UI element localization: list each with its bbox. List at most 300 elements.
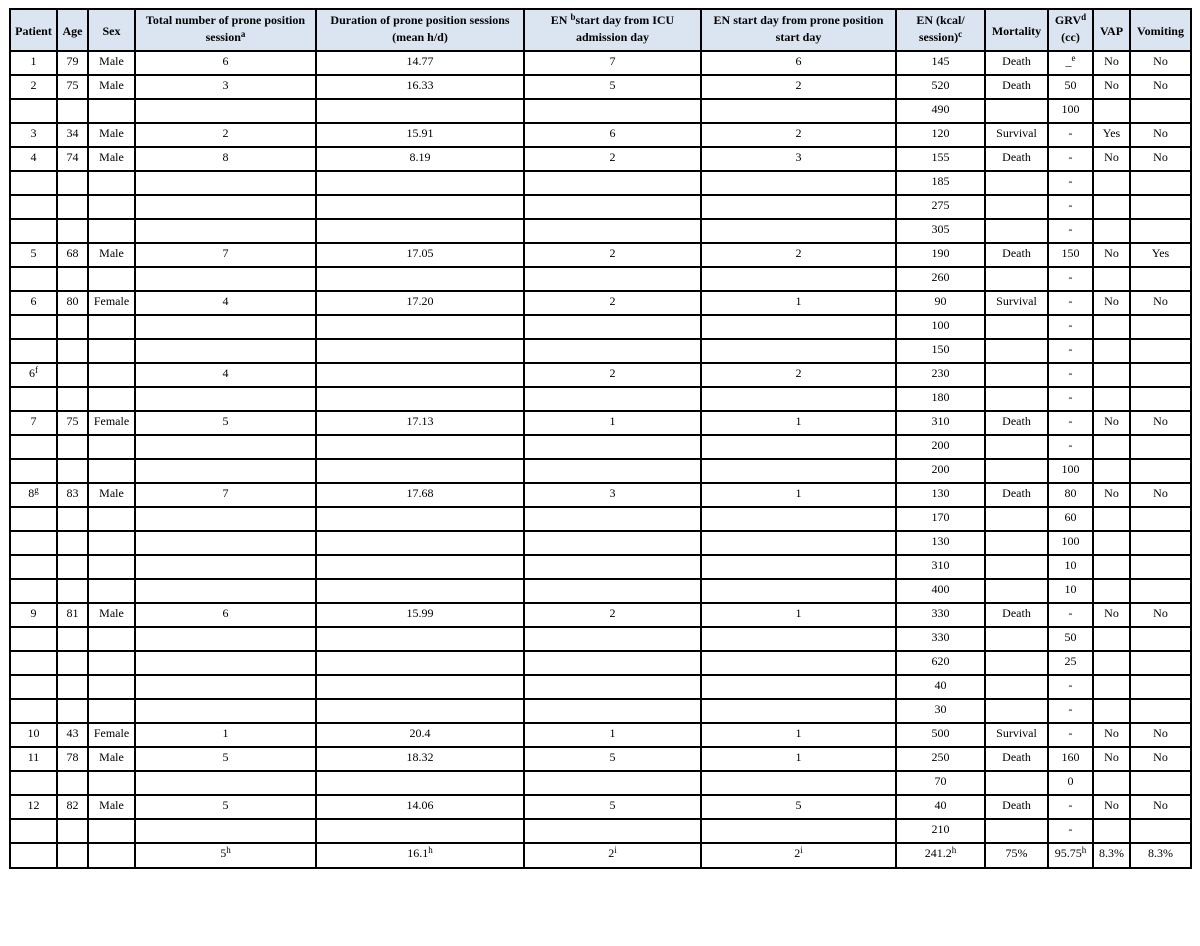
cell-vap — [1093, 579, 1130, 603]
cell-en-start-prone: 5 — [701, 795, 896, 819]
cell-en-start-prone — [701, 675, 896, 699]
cell-total-sessions: 5 — [135, 795, 316, 819]
cell-grv: 60 — [1048, 507, 1093, 531]
cell-grv: 10 — [1048, 555, 1093, 579]
footnote-mark: f — [35, 365, 38, 375]
cell-en-start-prone — [701, 579, 896, 603]
table-row — [10, 675, 1191, 699]
cell-patient: 6$^f$ — [10, 363, 57, 387]
cell-vap: No — [1093, 291, 1130, 315]
cell-en-kcal: 120 — [896, 123, 985, 147]
footnote-mark: i — [800, 845, 803, 855]
table-row — [10, 723, 1191, 747]
cell-en-start-icu — [524, 555, 701, 579]
cell-en-kcal: 275 — [896, 195, 985, 219]
cell-mortality — [985, 507, 1048, 531]
table-row — [10, 99, 1191, 123]
table-row — [10, 291, 1191, 315]
cell-mortality: Death — [985, 147, 1048, 171]
table-row — [10, 651, 1191, 675]
cell-mortality — [985, 267, 1048, 291]
cell-mortality: Death — [985, 411, 1048, 435]
cell-en-kcal: 40 — [896, 795, 985, 819]
footnote-mark: g — [34, 485, 39, 495]
cell-grv: 50 — [1048, 75, 1093, 99]
cell-sex — [88, 555, 135, 579]
table-row — [10, 627, 1191, 651]
cell-age — [57, 315, 88, 339]
table-row — [10, 387, 1191, 411]
cell-en-kcal: 150 — [896, 339, 985, 363]
cell-mortality — [985, 651, 1048, 675]
cell-en-start-icu — [524, 699, 701, 723]
cell-en-start-prone — [701, 171, 896, 195]
cell-duration — [316, 579, 524, 603]
cell-total-sessions: 7 — [135, 483, 316, 507]
cell-en-start-prone: 6 — [701, 51, 896, 75]
cell-sex: Male — [88, 603, 135, 627]
cell-vomiting: Yes — [1130, 243, 1191, 267]
cell-age: 74 — [57, 147, 88, 171]
cell-grv: - — [1048, 195, 1093, 219]
cell-en-start-icu — [524, 219, 701, 243]
cell-sex: Male — [88, 747, 135, 771]
cell-duration — [316, 339, 524, 363]
cell-vap: No — [1093, 51, 1130, 75]
cell-grv: 150 — [1048, 243, 1093, 267]
cell-en-start-icu: 2 — [524, 147, 701, 171]
cell-vomiting: No — [1130, 75, 1191, 99]
cell-vomiting — [1130, 555, 1191, 579]
header-sex: Sex — [88, 9, 135, 51]
footnote-mark: e — [1071, 53, 1076, 63]
cell-duration — [316, 555, 524, 579]
cell-vap — [1093, 507, 1130, 531]
cell-vomiting: No — [1130, 747, 1191, 771]
cell-vomiting — [1130, 675, 1191, 699]
cell-age — [57, 459, 88, 483]
cell-en-start-icu — [524, 531, 701, 555]
cell-total-sessions — [135, 627, 316, 651]
cell-en-start-prone: 1 — [701, 723, 896, 747]
cell-age — [57, 627, 88, 651]
cell-vomiting — [1130, 339, 1191, 363]
cell-total-sessions — [135, 555, 316, 579]
cell-en-kcal: 310 — [896, 411, 985, 435]
footnote-mark: h — [1081, 845, 1087, 855]
header-en-start-icu: EN $^b$start day from ICU admission day — [524, 9, 701, 51]
cell-grv: - — [1048, 603, 1093, 627]
cell-sex: Female — [88, 723, 135, 747]
cell-sex — [88, 819, 135, 843]
cell-mortality: Death — [985, 747, 1048, 771]
cell-mortality: Survival — [985, 291, 1048, 315]
cell-grv: - — [1048, 315, 1093, 339]
cell-mortality — [985, 771, 1048, 795]
cell-duration — [316, 363, 524, 387]
cell-patient — [10, 843, 57, 868]
cell-total-sessions: 6 — [135, 51, 316, 75]
cell-sex — [88, 99, 135, 123]
cell-patient — [10, 171, 57, 195]
cell-en-start-icu — [524, 195, 701, 219]
cell-total-sessions — [135, 195, 316, 219]
table-row — [10, 243, 1191, 267]
cell-vomiting — [1130, 531, 1191, 555]
cell-vomiting: No — [1130, 603, 1191, 627]
cell-sex — [88, 699, 135, 723]
cell-vomiting: No — [1130, 147, 1191, 171]
table-row — [10, 795, 1191, 819]
cell-patient — [10, 387, 57, 411]
cell-total-sessions — [135, 339, 316, 363]
cell-en-kcal: 100 — [896, 315, 985, 339]
cell-sex: Male — [88, 147, 135, 171]
cell-en-start-prone — [701, 699, 896, 723]
cell-age — [57, 675, 88, 699]
cell-grv: - — [1048, 267, 1093, 291]
cell-en-start-prone — [701, 819, 896, 843]
cell-vomiting — [1130, 507, 1191, 531]
cell-total-sessions — [135, 459, 316, 483]
cell-mortality — [985, 435, 1048, 459]
cell-total-sessions: 4 — [135, 291, 316, 315]
cell-en-kcal: 400 — [896, 579, 985, 603]
cell-vomiting — [1130, 219, 1191, 243]
cell-patient — [10, 195, 57, 219]
cell-grv: - — [1048, 723, 1093, 747]
cell-vomiting: 8.3% — [1130, 843, 1191, 868]
table-body — [10, 51, 1191, 868]
cell-duration — [316, 195, 524, 219]
cell-en-start-icu: 5 — [524, 795, 701, 819]
cell-mortality: Survival — [985, 123, 1048, 147]
cell-duration — [316, 99, 524, 123]
cell-en-start-prone — [701, 219, 896, 243]
cell-en-start-icu — [524, 339, 701, 363]
cell-en-start-icu: 7 — [524, 51, 701, 75]
cell-en-kcal: 230 — [896, 363, 985, 387]
header-en-kcal: EN (kcal/ session)$^c$ — [896, 9, 985, 51]
cell-duration: 20.4 — [316, 723, 524, 747]
cell-en-start-icu: 3 — [524, 483, 701, 507]
header-patient: Patient — [10, 9, 57, 51]
footnote-mark: h — [428, 845, 433, 855]
cell-vap — [1093, 555, 1130, 579]
header-vomiting: Vomiting — [1130, 9, 1191, 51]
cell-vomiting — [1130, 99, 1191, 123]
patient-data-table — [9, 8, 1192, 869]
cell-en-kcal: 260 — [896, 267, 985, 291]
cell-total-sessions — [135, 99, 316, 123]
cell-grv: - — [1048, 411, 1093, 435]
cell-patient — [10, 339, 57, 363]
cell-total-sessions: 5 — [135, 747, 316, 771]
cell-en-kcal: 490 — [896, 99, 985, 123]
cell-vomiting: No — [1130, 483, 1191, 507]
cell-age: 68 — [57, 243, 88, 267]
cell-en-start-prone — [701, 459, 896, 483]
cell-age — [57, 339, 88, 363]
cell-patient — [10, 819, 57, 843]
cell-en-start-prone — [701, 651, 896, 675]
cell-vap — [1093, 531, 1130, 555]
cell-total-sessions — [135, 387, 316, 411]
table-row — [10, 555, 1191, 579]
cell-en-start-prone — [701, 507, 896, 531]
cell-en-kcal: 155 — [896, 147, 985, 171]
footnote-mark: h — [951, 845, 957, 855]
cell-age: 82 — [57, 795, 88, 819]
cell-en-start-icu: 2 — [524, 603, 701, 627]
cell-en-kcal: 241.2$^h$ — [896, 843, 985, 868]
cell-en-kcal: 520 — [896, 75, 985, 99]
cell-total-sessions: 7 — [135, 243, 316, 267]
cell-en-start-prone: 2 — [701, 75, 896, 99]
cell-duration — [316, 267, 524, 291]
cell-age — [57, 651, 88, 675]
cell-duration — [316, 507, 524, 531]
cell-en-kcal: 310 — [896, 555, 985, 579]
cell-sex — [88, 219, 135, 243]
cell-patient — [10, 459, 57, 483]
cell-mortality — [985, 675, 1048, 699]
cell-sex: Male — [88, 483, 135, 507]
cell-en-kcal: 200 — [896, 435, 985, 459]
cell-vap: No — [1093, 75, 1130, 99]
table-row — [10, 699, 1191, 723]
cell-en-kcal: 330 — [896, 603, 985, 627]
cell-vap — [1093, 699, 1130, 723]
cell-total-sessions: 3 — [135, 75, 316, 99]
cell-vap: No — [1093, 483, 1130, 507]
cell-total-sessions — [135, 315, 316, 339]
cell-grv: - — [1048, 675, 1093, 699]
cell-sex: Female — [88, 411, 135, 435]
cell-duration — [316, 315, 524, 339]
cell-en-start-icu — [524, 99, 701, 123]
cell-age — [57, 363, 88, 387]
footnote-mark: b — [570, 12, 576, 22]
cell-patient: 3 — [10, 123, 57, 147]
cell-grv: 160 — [1048, 747, 1093, 771]
cell-age — [57, 555, 88, 579]
cell-duration — [316, 219, 524, 243]
cell-patient — [10, 699, 57, 723]
cell-age: 79 — [57, 51, 88, 75]
cell-duration — [316, 435, 524, 459]
table-row — [10, 267, 1191, 291]
table-row — [10, 51, 1191, 75]
cell-duration — [316, 699, 524, 723]
cell-total-sessions: 8 — [135, 147, 316, 171]
cell-en-start-prone — [701, 339, 896, 363]
cell-en-start-prone: 2 — [701, 123, 896, 147]
cell-mortality — [985, 459, 1048, 483]
cell-patient: 6 — [10, 291, 57, 315]
header-age: Age — [57, 9, 88, 51]
cell-sex — [88, 387, 135, 411]
cell-en-start-prone — [701, 627, 896, 651]
cell-en-start-icu — [524, 627, 701, 651]
cell-duration — [316, 531, 524, 555]
cell-en-start-icu — [524, 675, 701, 699]
cell-patient: 9 — [10, 603, 57, 627]
header-grv: GRV$^d$ (cc) — [1048, 9, 1093, 51]
cell-sex: Male — [88, 51, 135, 75]
table-row — [10, 219, 1191, 243]
cell-patient — [10, 219, 57, 243]
cell-duration: 14.06 — [316, 795, 524, 819]
cell-duration: 17.20 — [316, 291, 524, 315]
cell-vomiting — [1130, 459, 1191, 483]
cell-patient — [10, 579, 57, 603]
table-row — [10, 75, 1191, 99]
cell-duration: 15.91 — [316, 123, 524, 147]
table-row — [10, 531, 1191, 555]
cell-patient: 5 — [10, 243, 57, 267]
cell-age — [57, 435, 88, 459]
cell-en-start-icu — [524, 771, 701, 795]
cell-en-start-prone — [701, 531, 896, 555]
cell-grv: 100 — [1048, 459, 1093, 483]
cell-patient — [10, 99, 57, 123]
cell-mortality — [985, 219, 1048, 243]
cell-en-start-prone — [701, 267, 896, 291]
cell-en-start-icu: 2 — [524, 363, 701, 387]
footnote-mark: i — [614, 845, 617, 855]
table-row — [10, 147, 1191, 171]
cell-en-kcal: 145 — [896, 51, 985, 75]
cell-age — [57, 507, 88, 531]
cell-mortality — [985, 171, 1048, 195]
cell-age — [57, 99, 88, 123]
cell-patient — [10, 675, 57, 699]
cell-en-start-icu — [524, 579, 701, 603]
cell-duration: 14.77 — [316, 51, 524, 75]
header-duration: Duration of prone position sessions (mean h/d) — [316, 9, 524, 51]
cell-age: 43 — [57, 723, 88, 747]
cell-mortality: Death — [985, 603, 1048, 627]
cell-vap — [1093, 651, 1130, 675]
cell-grv: 0 — [1048, 771, 1093, 795]
cell-patient — [10, 627, 57, 651]
cell-patient — [10, 651, 57, 675]
cell-sex — [88, 771, 135, 795]
cell-vomiting — [1130, 267, 1191, 291]
cell-en-kcal: 130 — [896, 483, 985, 507]
cell-en-start-icu: 1 — [524, 723, 701, 747]
cell-age — [57, 267, 88, 291]
cell-mortality — [985, 555, 1048, 579]
cell-en-kcal: 210 — [896, 819, 985, 843]
cell-mortality — [985, 819, 1048, 843]
cell-en-start-prone: 1 — [701, 603, 896, 627]
cell-duration — [316, 387, 524, 411]
cell-age — [57, 699, 88, 723]
cell-sex — [88, 843, 135, 868]
cell-en-kcal: 500 — [896, 723, 985, 747]
cell-duration: 17.68 — [316, 483, 524, 507]
cell-duration — [316, 171, 524, 195]
cell-en-start-icu: 2 — [524, 291, 701, 315]
cell-total-sessions: 2 — [135, 123, 316, 147]
cell-patient: 2 — [10, 75, 57, 99]
cell-total-sessions: 6 — [135, 603, 316, 627]
cell-vap — [1093, 435, 1130, 459]
cell-patient: 7 — [10, 411, 57, 435]
cell-total-sessions: 5$^h$ — [135, 843, 316, 868]
cell-vap — [1093, 315, 1130, 339]
table-row — [10, 771, 1191, 795]
table-row — [10, 411, 1191, 435]
cell-sex — [88, 435, 135, 459]
cell-age: 81 — [57, 603, 88, 627]
cell-en-kcal: 180 — [896, 387, 985, 411]
cell-duration — [316, 819, 524, 843]
cell-en-start-icu — [524, 651, 701, 675]
cell-vap — [1093, 195, 1130, 219]
cell-duration: 16.33 — [316, 75, 524, 99]
cell-vap: No — [1093, 747, 1130, 771]
cell-duration: 17.13 — [316, 411, 524, 435]
cell-age — [57, 387, 88, 411]
cell-patient — [10, 435, 57, 459]
cell-sex — [88, 531, 135, 555]
cell-total-sessions — [135, 771, 316, 795]
cell-patient — [10, 531, 57, 555]
cell-age — [57, 579, 88, 603]
cell-total-sessions — [135, 171, 316, 195]
cell-patient: 1 — [10, 51, 57, 75]
cell-duration — [316, 771, 524, 795]
cell-duration: 18.32 — [316, 747, 524, 771]
cell-mortality: Death — [985, 483, 1048, 507]
cell-vomiting — [1130, 171, 1191, 195]
cell-sex: Male — [88, 243, 135, 267]
cell-duration: 15.99 — [316, 603, 524, 627]
cell-en-start-icu — [524, 459, 701, 483]
cell-vap: No — [1093, 723, 1130, 747]
cell-en-start-icu — [524, 819, 701, 843]
cell-vomiting: No — [1130, 51, 1191, 75]
cell-en-start-icu — [524, 387, 701, 411]
cell-grv: - — [1048, 795, 1093, 819]
cell-sex — [88, 627, 135, 651]
cell-grv: - — [1048, 819, 1093, 843]
cell-grv: - — [1048, 219, 1093, 243]
cell-sex — [88, 315, 135, 339]
cell-vomiting — [1130, 435, 1191, 459]
cell-grv: 50 — [1048, 627, 1093, 651]
cell-sex — [88, 195, 135, 219]
cell-grv: 100 — [1048, 99, 1093, 123]
cell-vap: Yes — [1093, 123, 1130, 147]
cell-vap — [1093, 339, 1130, 363]
table-row — [10, 459, 1191, 483]
cell-grv: 25 — [1048, 651, 1093, 675]
cell-en-start-prone — [701, 555, 896, 579]
cell-en-start-icu — [524, 171, 701, 195]
cell-sex: Male — [88, 123, 135, 147]
cell-en-kcal: 130 — [896, 531, 985, 555]
cell-patient: 12 — [10, 795, 57, 819]
cell-en-start-prone: 3 — [701, 147, 896, 171]
cell-vap: No — [1093, 411, 1130, 435]
cell-en-kcal: 40 — [896, 675, 985, 699]
cell-vap: No — [1093, 603, 1130, 627]
cell-vap — [1093, 219, 1130, 243]
